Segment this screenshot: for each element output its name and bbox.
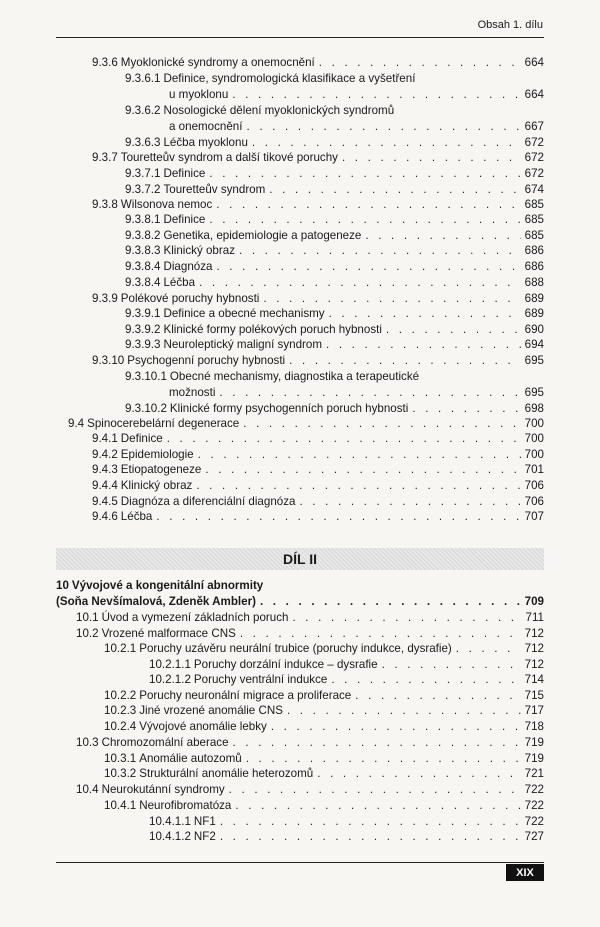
- toc-entry-number: 10.1: [76, 611, 99, 624]
- toc-entry-number: 9.3.10.1: [125, 370, 167, 383]
- toc-entry-title: Strukturální anomálie heterozomů: [139, 767, 314, 780]
- toc-entry-title: Myoklonické syndromy a onemocnění: [120, 56, 315, 69]
- toc-entry-page: 698: [524, 402, 544, 415]
- toc-entry-title: Neurokutánní syndromy: [101, 783, 225, 796]
- toc-entry-page: 672: [524, 151, 544, 164]
- toc-entry-title: Poruchy neuronální migrace a proliferace: [139, 689, 352, 702]
- toc-entry[interactable]: [149, 672, 544, 688]
- toc-entry[interactable]: [125, 369, 544, 385]
- toc-entry-title: NF1: [193, 815, 216, 828]
- toc-entry[interactable]: [92, 197, 544, 213]
- dot-leader: [216, 259, 520, 275]
- toc-entry[interactable]: [104, 751, 544, 767]
- toc-entry-title: Jiné vrozené anomálie CNS: [139, 704, 283, 717]
- toc-entry[interactable]: [56, 594, 544, 610]
- dot-leader: [260, 594, 521, 610]
- toc-entry-number: 9.3.9.3: [125, 338, 161, 351]
- dot-leader: [229, 782, 521, 798]
- toc-entry-page: 674: [524, 183, 544, 196]
- dot-leader: [198, 447, 521, 463]
- toc-entry-number: 9.4.2: [92, 448, 118, 461]
- toc-entry[interactable]: [104, 766, 544, 782]
- toc-entry[interactable]: [125, 337, 544, 353]
- toc-entry-title: u myoklonu: [169, 88, 229, 101]
- toc-entry-page: 712: [524, 658, 544, 671]
- toc-entry[interactable]: [125, 401, 544, 417]
- dot-leader: [292, 610, 521, 626]
- toc-entry-title: (Soňa Nevšímalová, Zdeněk Ambler): [56, 595, 256, 608]
- toc-entry-page: 706: [524, 495, 544, 508]
- toc-entry-number: 10.2.1.1: [149, 658, 191, 671]
- dot-leader: [220, 814, 521, 830]
- toc-entry-title: a onemocnění: [169, 120, 243, 133]
- part-label: DÍL II: [283, 551, 317, 567]
- toc-entry-page: 711: [525, 611, 544, 624]
- toc-entry-title: Klinické formy polékových poruch hybnosti: [163, 323, 382, 336]
- toc-entry-title: Poruchy uzávěru neurální trubice (poruchy indukce, dysrafie): [139, 642, 452, 655]
- toc-entry-page: 695: [524, 386, 544, 399]
- dot-leader: [209, 166, 520, 182]
- toc-entry-number: 9.4.5: [92, 495, 118, 508]
- toc-entry-number: 9.3.8.2: [125, 229, 161, 242]
- toc-entry-page: 721: [524, 767, 544, 780]
- toc-entry-title: Spinocerebelární degenerace: [87, 417, 240, 430]
- toc-entry-number: 9.3.7.1: [125, 167, 161, 180]
- toc-entry[interactable]: [76, 610, 544, 626]
- toc-entry[interactable]: [169, 119, 544, 135]
- dot-leader: [246, 119, 520, 135]
- toc-entry-page: 686: [524, 244, 544, 257]
- toc-entry[interactable]: [104, 719, 544, 735]
- toc-entry-title: Klinické formy psychogenních poruch hybnosti: [169, 402, 409, 415]
- toc-entry-number: 9.4.3: [92, 463, 118, 476]
- toc-entry-number: 9.3.8.1: [125, 213, 161, 226]
- toc-entry-page: 695: [524, 354, 544, 367]
- toc-entry-page: 694: [524, 338, 544, 351]
- dot-leader: [209, 212, 520, 228]
- dot-leader: [167, 431, 521, 447]
- toc-entry[interactable]: [76, 626, 544, 642]
- toc-entry-title: NF2: [193, 830, 216, 843]
- dot-leader: [196, 478, 520, 494]
- toc-entry[interactable]: [92, 431, 544, 447]
- toc-entry-number: 10.4.1: [104, 799, 137, 812]
- toc-entry-number: 9.3.8.3: [125, 244, 161, 257]
- toc-entry-page: 685: [524, 198, 544, 211]
- dot-leader: [233, 735, 521, 751]
- toc-entry-page: 690: [524, 323, 544, 336]
- toc-entry-number: 10.2: [76, 627, 99, 640]
- dot-leader: [319, 55, 521, 71]
- toc-entry-page: 672: [524, 136, 544, 149]
- dot-leader: [219, 385, 520, 401]
- page-number: XIX: [506, 864, 544, 881]
- toc-entry-page: 712: [524, 627, 544, 640]
- toc-entry-page: 700: [524, 417, 544, 430]
- toc-entry[interactable]: [92, 291, 544, 307]
- toc-entry-title: Obecné mechanismy, diagnostika a terapeutické: [169, 370, 420, 383]
- toc-entry-title: Polékové poruchy hybnosti: [120, 292, 260, 305]
- toc-entry-title: Wilsonova nemoc: [120, 198, 213, 211]
- dot-leader: [329, 306, 521, 322]
- toc-entry-title: Tourettеův syndrom: [163, 183, 266, 196]
- toc-entry-title: Genetika, epidemiologie a patogeneze: [163, 229, 362, 242]
- toc-entry-page: 672: [524, 167, 544, 180]
- toc-entry-page: 712: [524, 642, 544, 655]
- toc-entry[interactable]: [104, 703, 544, 719]
- toc-entry-number: 10.2.3: [104, 704, 137, 717]
- toc-entry[interactable]: [92, 150, 544, 166]
- toc-entry-number: 9.4: [68, 417, 85, 430]
- toc-entry-number: 9.4.4: [92, 479, 118, 492]
- toc-entry[interactable]: [169, 87, 544, 103]
- toc-entry-title: možnosti: [169, 386, 216, 399]
- toc-entry[interactable]: [125, 275, 544, 291]
- toc-entry-page: 700: [524, 448, 544, 461]
- toc-entry-number: 9.3.7: [92, 151, 118, 164]
- toc-entry-title: Definice: [163, 167, 206, 180]
- toc-entry-page: 664: [524, 88, 544, 101]
- toc-entry[interactable]: [92, 353, 544, 369]
- toc-entry[interactable]: [125, 103, 544, 119]
- dot-leader: [271, 719, 521, 735]
- dot-leader: [239, 243, 521, 259]
- toc-entry-number: 10.2.1.2: [149, 673, 191, 686]
- toc-entry-number: 9.4.6: [92, 510, 118, 523]
- toc-entry-number: 9.4.1: [92, 432, 118, 445]
- toc-entry-number: 10: [56, 579, 69, 592]
- toc-entry[interactable]: [92, 509, 544, 525]
- toc-entry-number: 9.3.6.1: [125, 72, 161, 85]
- toc-entry-title: Poruchy dorzální indukce – dysrafie: [193, 658, 378, 671]
- toc-entry-page: 667: [524, 120, 544, 133]
- toc-entry-page: 709: [524, 595, 544, 608]
- toc-entry-number: 9.3.8.4: [125, 260, 161, 273]
- toc-entry-page: 689: [524, 292, 544, 305]
- footer-rule: [56, 862, 544, 863]
- toc-entry-number: 10.4.1.1: [149, 815, 191, 828]
- dot-leader: [240, 626, 521, 642]
- toc-entry-title: Psychogenní poruchy hybnosti: [127, 354, 286, 367]
- dot-leader: [412, 401, 520, 417]
- dot-leader: [331, 672, 520, 688]
- toc-entry[interactable]: [149, 657, 544, 673]
- running-header: Obsah 1. dílu: [477, 19, 543, 31]
- toc-entry-title: Léčba: [120, 510, 153, 523]
- toc-entry-title: Definice: [120, 432, 163, 445]
- toc-entry-title: Epidemiologie: [120, 448, 194, 461]
- toc-entry-page: 688: [524, 276, 544, 289]
- toc-entry[interactable]: [125, 243, 544, 259]
- toc-entry-page: 701: [524, 463, 544, 476]
- toc-entry[interactable]: [92, 478, 544, 494]
- toc-entry-page: 719: [524, 736, 544, 749]
- toc-entry[interactable]: [68, 416, 544, 432]
- dot-leader: [199, 275, 521, 291]
- toc-entry-title: Tourettеův syndrom a další tikové poruchy: [120, 151, 338, 164]
- dot-leader: [386, 322, 521, 338]
- dot-leader: [156, 509, 520, 525]
- toc-entry-number: 10.2.1: [104, 642, 137, 655]
- dot-leader: [342, 150, 521, 166]
- toc-entry[interactable]: [125, 212, 544, 228]
- dot-leader: [326, 337, 521, 353]
- toc-entry-page: 727: [524, 830, 544, 843]
- toc-entry-title: Léčba: [163, 276, 196, 289]
- toc-entry-number: 9.3.9.1: [125, 307, 161, 320]
- toc-entry[interactable]: [92, 494, 544, 510]
- toc-entry-number: 10.2.4: [104, 720, 137, 733]
- part-divider: [56, 548, 544, 570]
- toc-entry[interactable]: [125, 306, 544, 322]
- toc-entry-page: 717: [524, 704, 544, 717]
- dot-leader: [299, 494, 520, 510]
- toc-entry-title: Anomálie autozomů: [139, 752, 242, 765]
- toc-entry-page: 700: [524, 432, 544, 445]
- toc-entry[interactable]: [56, 578, 544, 594]
- toc-entry-number: 10.3.2: [104, 767, 137, 780]
- toc-entry-title: Diagnóza a diferenciální diagnóza: [120, 495, 296, 508]
- dot-leader: [289, 353, 521, 369]
- toc-entry[interactable]: [125, 71, 544, 87]
- toc-entry[interactable]: [104, 798, 544, 814]
- dot-leader: [232, 87, 520, 103]
- toc-entry-title: Vývojové a kongenitální abnormity: [71, 579, 264, 592]
- dot-leader: [252, 135, 521, 151]
- dot-leader: [220, 829, 521, 845]
- toc-entry-number: 9.3.9: [92, 292, 118, 305]
- toc-entry-number: 9.3.9.2: [125, 323, 161, 336]
- toc-entry[interactable]: [125, 135, 544, 151]
- toc-entry-title: Etiopatogeneze: [120, 463, 202, 476]
- toc-entry[interactable]: [149, 814, 544, 830]
- toc-entry[interactable]: [125, 228, 544, 244]
- toc-entry-title: Definice: [163, 213, 206, 226]
- toc-entry-title: Klinický obraz: [163, 244, 235, 257]
- toc-entry-title: Chromozomální aberace: [101, 736, 229, 749]
- toc-entry[interactable]: [125, 182, 544, 198]
- toc-entry-page: 689: [524, 307, 544, 320]
- toc-entry-number: 9.3.10.2: [125, 402, 167, 415]
- toc-entry-title: Poruchy ventrální indukce: [193, 673, 328, 686]
- toc-entry-title: Léčba myoklonu: [163, 136, 248, 149]
- toc-entry-title: Úvod a vymezení základních poruch: [101, 611, 289, 624]
- toc-entry[interactable]: [92, 55, 544, 71]
- toc-entry-page: 715: [524, 689, 544, 702]
- toc-entry-page: 722: [524, 815, 544, 828]
- toc-entry-page: 685: [524, 213, 544, 226]
- toc-entry-page: 719: [524, 752, 544, 765]
- dot-leader: [382, 657, 521, 673]
- toc-entry-page: 686: [524, 260, 544, 273]
- toc-entry[interactable]: [149, 829, 544, 845]
- toc-entry[interactable]: [76, 735, 544, 751]
- toc-entry-title: Definice a obecné mechanismy: [163, 307, 325, 320]
- toc-entry-number: 9.3.7.2: [125, 183, 161, 196]
- dot-leader: [365, 228, 520, 244]
- toc-entry-number: 9.3.6.2: [125, 104, 161, 117]
- toc-entry[interactable]: [125, 259, 544, 275]
- dot-leader: [263, 291, 520, 307]
- toc-entry-title: Neurofibromatóza: [139, 799, 232, 812]
- toc-entry[interactable]: [92, 462, 544, 478]
- toc-entry-title: Klinický obraz: [120, 479, 193, 492]
- toc-entry-title: Vrozené malformace CNS: [101, 627, 236, 640]
- toc-entry[interactable]: [125, 322, 544, 338]
- toc-entry-title: Neuroleptický maligní syndrom: [163, 338, 322, 351]
- toc-entry-number: 9.3.6: [92, 56, 118, 69]
- dot-leader: [235, 798, 520, 814]
- toc-entry-number: 9.3.8: [92, 198, 118, 211]
- toc-entry-number: 9.3.8.4: [125, 276, 161, 289]
- toc-entry-number: 9.3.10: [92, 354, 125, 367]
- toc-entry-number: 10.3.1: [104, 752, 137, 765]
- header-rule: [56, 37, 544, 38]
- dot-leader: [269, 182, 520, 198]
- dot-leader: [243, 416, 520, 432]
- dot-leader: [456, 641, 521, 657]
- toc-entry-title: Definice, syndromologická klasifikace a vyšetření: [163, 72, 416, 85]
- toc-entry[interactable]: [169, 385, 544, 401]
- dot-leader: [205, 462, 520, 478]
- toc-entry-page: 714: [524, 673, 544, 686]
- toc-entry-page: 722: [524, 783, 544, 796]
- toc-entry[interactable]: [104, 688, 544, 704]
- toc-entry-page: 685: [524, 229, 544, 242]
- toc-entry[interactable]: [125, 166, 544, 182]
- toc-entry-page: 718: [524, 720, 544, 733]
- toc-entry-number: 10.4: [76, 783, 99, 796]
- toc-entry-page: 664: [524, 56, 544, 69]
- dot-leader: [317, 766, 520, 782]
- dot-leader: [287, 703, 521, 719]
- toc-entry-number: 10.4.1.2: [149, 830, 191, 843]
- toc-entry-title: Diagnóza: [163, 260, 213, 273]
- dot-leader: [246, 751, 521, 767]
- toc-entry-title: Vývojové anomálie lebky: [139, 720, 267, 733]
- toc-entry-number: 10.2.2: [104, 689, 137, 702]
- toc-entry[interactable]: [92, 447, 544, 463]
- toc-entry[interactable]: [76, 782, 544, 798]
- dot-leader: [355, 688, 520, 704]
- toc-entry-title: Nosologické dělení myoklonických syndromů: [163, 104, 395, 117]
- toc-entry-page: 722: [524, 799, 544, 812]
- toc-entry-page: 707: [524, 510, 544, 523]
- dot-leader: [216, 197, 520, 213]
- toc-entry[interactable]: [104, 641, 544, 657]
- toc-entry-number: 9.3.6.3: [125, 136, 161, 149]
- toc-entry-page: 706: [524, 479, 544, 492]
- toc-entry-number: 10.3: [76, 736, 99, 749]
